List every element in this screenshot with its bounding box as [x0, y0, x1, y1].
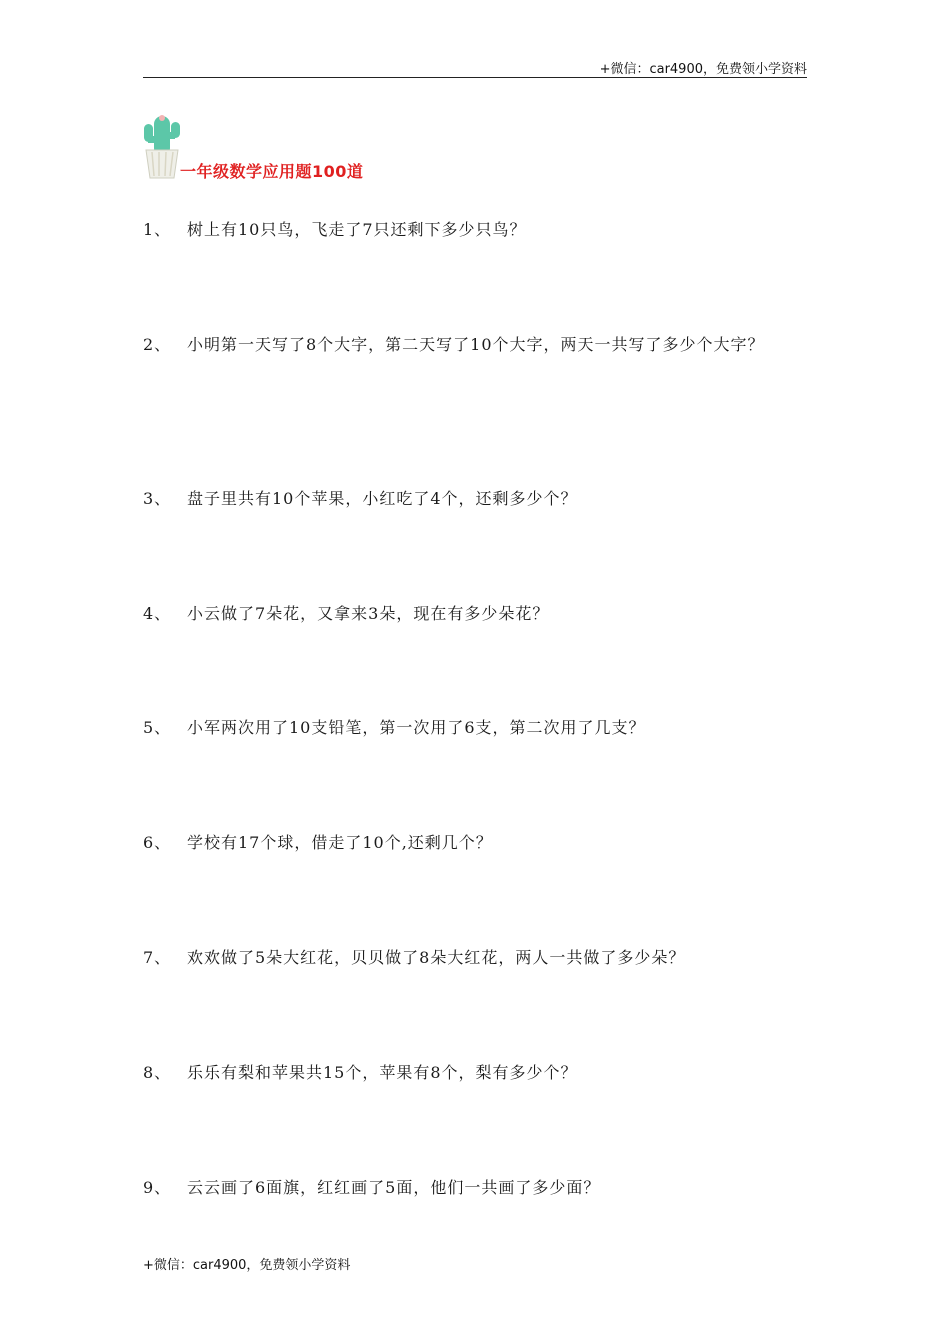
question-number: 3、: [143, 489, 172, 508]
question-text: 小云做了7朵花，又拿来3朵，现在有多少朵花？: [187, 604, 550, 623]
question-item: [143, 595, 807, 633]
question-number: 2、: [143, 335, 172, 354]
question-text: 乐乐有梨和苹果共15个，苹果有8个，梨有多少个？: [187, 1063, 578, 1082]
question-text: 小军两次用了10支铅笔，第一次用了6支，第二次用了几支？: [187, 718, 646, 737]
question-item: [143, 939, 807, 977]
question-item: [143, 1054, 807, 1092]
footer-watermark: +微信：car4900，免费领小学资料: [143, 1258, 351, 1273]
question-text: 欢欢做了5朵大红花，贝贝做了8朵大红花，两人一共做了多少朵？: [187, 948, 686, 967]
question-text: 小明第一天写了8个大字，第二天写了10个大字，两天一共写了多少个大字？: [187, 335, 765, 354]
question-number: 8、: [143, 1063, 172, 1082]
question-item: [143, 211, 807, 249]
question-item: [143, 1169, 807, 1207]
question-text: 树上有10只鸟，飞走了7只还剩下多少只鸟？: [187, 220, 527, 239]
question-number: 9、: [143, 1178, 172, 1197]
question-text: 云云画了6面旗，红红画了5面，他们一共画了多少面？: [187, 1178, 601, 1197]
question-item: [143, 709, 807, 747]
question-text: 盘子里共有10个苹果，小红吃了4个，还剩多少个？: [187, 489, 578, 508]
question-text: 学校有17个球，借走了10个,还剩几个？: [187, 833, 493, 852]
page-title: 一年级数学应用题100道: [180, 162, 364, 181]
question-number: 5、: [143, 718, 172, 737]
question-item: [143, 480, 807, 518]
question-item: [143, 824, 807, 862]
question-number: 1、: [143, 220, 172, 239]
question-number: 4、: [143, 604, 172, 623]
question-item: [143, 326, 807, 364]
header-divider: [143, 77, 807, 78]
question-number: 7、: [143, 948, 172, 967]
header-watermark: +微信：car4900，免费领小学资料: [599, 62, 807, 77]
question-number: 6、: [143, 833, 172, 852]
